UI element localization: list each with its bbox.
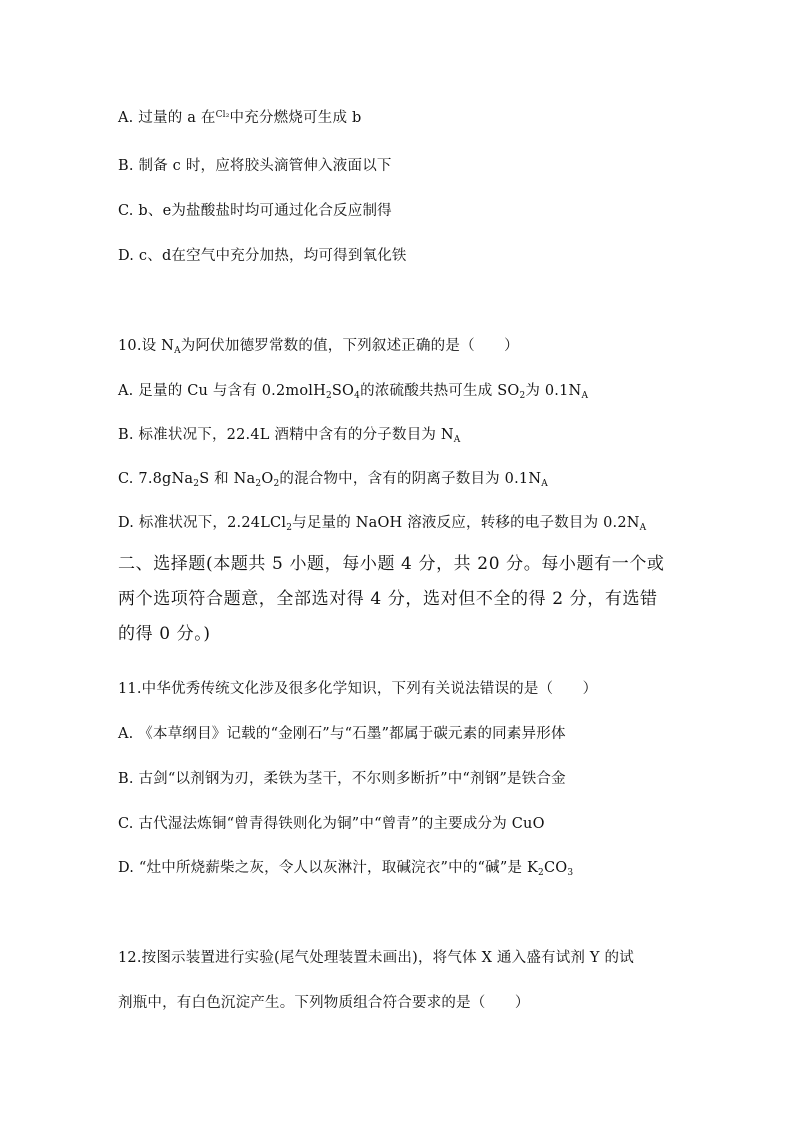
q10-a-s3: 2 (519, 391, 526, 401)
q10-a-p1: A. 足量的 Cu 与含有 0.2molH (118, 383, 326, 399)
q10-a-p3: 的浓硫酸共热可生成 SO (360, 383, 520, 399)
q10-c-p4: 的混合物中，含有的阴离子数目为 0.1N (279, 471, 542, 487)
q10-a-p4: 为 0.1N (525, 383, 582, 399)
q11-d-s2: 3 (567, 868, 574, 878)
q10-b-p1: B. 标准状况下，22.4L 酒精中含有的分子数目为 N (118, 427, 454, 443)
q10-stem-1: 10.设 N (118, 338, 175, 354)
q9-option-a-text-1: A. 过量的 a 在 (118, 110, 216, 126)
q10-option-a (118, 381, 588, 401)
q9-option-b: B. 制备 c 时，应将胶头滴管伸入液面以下 (118, 158, 392, 174)
q10-option-d (118, 513, 646, 533)
section2-line-2: 两个选项符合题意，全部选对得 4 分，选对但不全的得 2 分，有选错 (118, 589, 658, 609)
q10-d-p1: D. 标准状况下，2.24LCl (118, 515, 287, 531)
q10-d-s2: A (639, 523, 647, 533)
q10-b-s1: A (453, 435, 461, 445)
q11-d-p2: CO (543, 860, 568, 876)
q10-a-s2: 4 (354, 391, 361, 401)
q11-option-c: C. 古代湿法炼铜“曾青得铁则化为铜”中“曾青”的主要成分为 CuO (118, 816, 545, 832)
q11-stem: 11.中华优秀传统文化涉及很多化学知识，下列有关说法错误的是（ ） (118, 681, 598, 697)
q10-a-s4: A (581, 391, 589, 401)
q10-c-s1: 2 (193, 479, 200, 489)
q10-c-s3: 2 (273, 479, 280, 489)
q9-option-a (118, 108, 361, 128)
q10-c-p2: S 和 Na (199, 471, 256, 487)
q10-a-p2: SO (331, 383, 355, 399)
q10-c-s4: A (541, 479, 548, 489)
q10-stem-sub: A (174, 346, 181, 356)
q11-option-b: B. 古剑“以剂钢为刃，柔铁为茎干，不尔则多断折”中“剂钢”是铁合金 (118, 771, 566, 787)
section2-line-3: 的得 0 分。) (118, 624, 211, 644)
q11-option-d (118, 858, 573, 878)
q11-option-a: A. 《本草纲目》记载的“金刚石”与“石墨”都属于碳元素的同素异形体 (118, 726, 566, 742)
q9-option-c: C. b、e为盐酸盐时均可通过化合反应制得 (118, 203, 392, 219)
q10-stem-2: 为阿伏加德罗常数的值，下列叙述正确的是（ ） (180, 338, 519, 354)
q11-d-p1: D. “灶中所烧薪柴之灰，令人以灰淋汁，取碱浣衣”中的“碱”是 K (118, 860, 539, 876)
q10-stem (118, 336, 519, 356)
q10-c-p1: C. 7.8gNa (118, 471, 194, 487)
q11-d-s1: 2 (538, 868, 544, 878)
q9-option-a-cl2: Cl₂ (215, 110, 230, 120)
q9-option-a-text-2: 中充分燃烧可生成 b (229, 110, 362, 126)
q10-option-c (118, 469, 548, 489)
section2-line-1: 二、选择题(本题共 5 小题，每小题 4 分，共 20 分。每小题有一个或 (118, 554, 665, 574)
q10-option-b (118, 425, 461, 445)
q10-c-p3: O (261, 471, 274, 487)
q10-d-p2: 与足量的 NaOH 溶液反应，转移的电子数目为 0.2N (292, 515, 640, 531)
q12-line-1: 12.按图示装置进行实验(尾气处理装置未画出)，将气体 X 通入盛有试剂 Y 的试 (118, 950, 634, 966)
q9-option-d: D. c、d在空气中充分加热，均可得到氧化铁 (118, 248, 407, 264)
q10-d-s1: 2 (286, 523, 293, 533)
q10-a-s1: 2 (325, 391, 332, 401)
q10-c-s2: 2 (255, 479, 262, 489)
q12-line-2: 剂瓶中，有白色沉淀产生。下列物质组合符合要求的是（ ） (118, 995, 530, 1011)
